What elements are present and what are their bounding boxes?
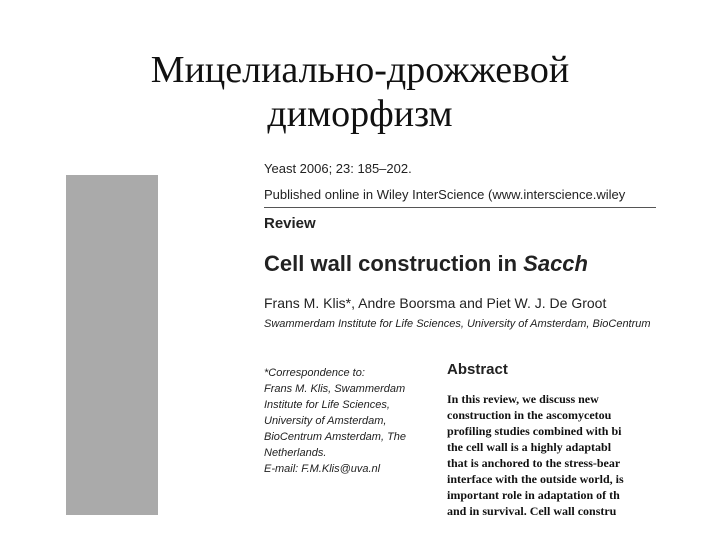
- article-affiliation: Swammerdam Institute for Life Sciences, University of Amsterdam, BioCentrum: [264, 318, 651, 330]
- section-label: Review: [264, 215, 316, 232]
- correspondence-line: Institute for Life Sciences,: [264, 399, 390, 411]
- correspondence-line: E-mail: F.M.Klis@uva.nl: [264, 463, 381, 475]
- header-divider: [264, 207, 656, 208]
- article-headline: [264, 251, 588, 277]
- gray-sidebar-bar: [66, 175, 158, 515]
- correspondence-block: [264, 365, 444, 477]
- abstract-heading: Abstract: [447, 361, 508, 378]
- abstract-line: the cell wall is a highly adaptabl: [447, 440, 612, 454]
- abstract-line: construction in the ascomycetou: [447, 408, 612, 422]
- headline-text: Cell wall construction in: [264, 251, 524, 276]
- article-excerpt-image: [160, 155, 656, 515]
- abstract-line: and in survival. Cell wall constru: [447, 504, 617, 515]
- headline-italic-text: Sacch: [523, 251, 588, 276]
- abstract-line: In this review, we discuss new: [447, 392, 599, 406]
- abstract-line: important role in adaptation of th: [447, 488, 620, 502]
- abstract-line: that is anchored to the stress-bear: [447, 456, 621, 470]
- correspondence-line: University of Amsterdam,: [264, 415, 387, 427]
- abstract-body: [447, 391, 656, 515]
- slide-title-line-2: диморфизм: [267, 93, 453, 135]
- journal-citation: Yeast 2006; 23: 185–202.: [264, 161, 412, 176]
- abstract-line: interface with the outside world, is: [447, 472, 624, 486]
- correspondence-line: *Correspondence to:: [264, 367, 365, 379]
- article-authors: Frans M. Klis*, Andre Boorsma and Piet W. J. De Groot: [264, 295, 607, 311]
- correspondence-line: Netherlands.: [264, 447, 327, 459]
- slide-title: [0, 48, 720, 136]
- published-online-line: Published online in Wiley InterScience (www.interscience.wiley: [264, 187, 626, 202]
- correspondence-line: BioCentrum Amsterdam, The: [264, 431, 407, 443]
- slide-title-line-1: Мицелиально-дрожжевой: [150, 49, 570, 91]
- correspondence-line: Frans M. Klis, Swammerdam: [264, 383, 406, 395]
- abstract-line: profiling studies combined with bi: [447, 424, 622, 438]
